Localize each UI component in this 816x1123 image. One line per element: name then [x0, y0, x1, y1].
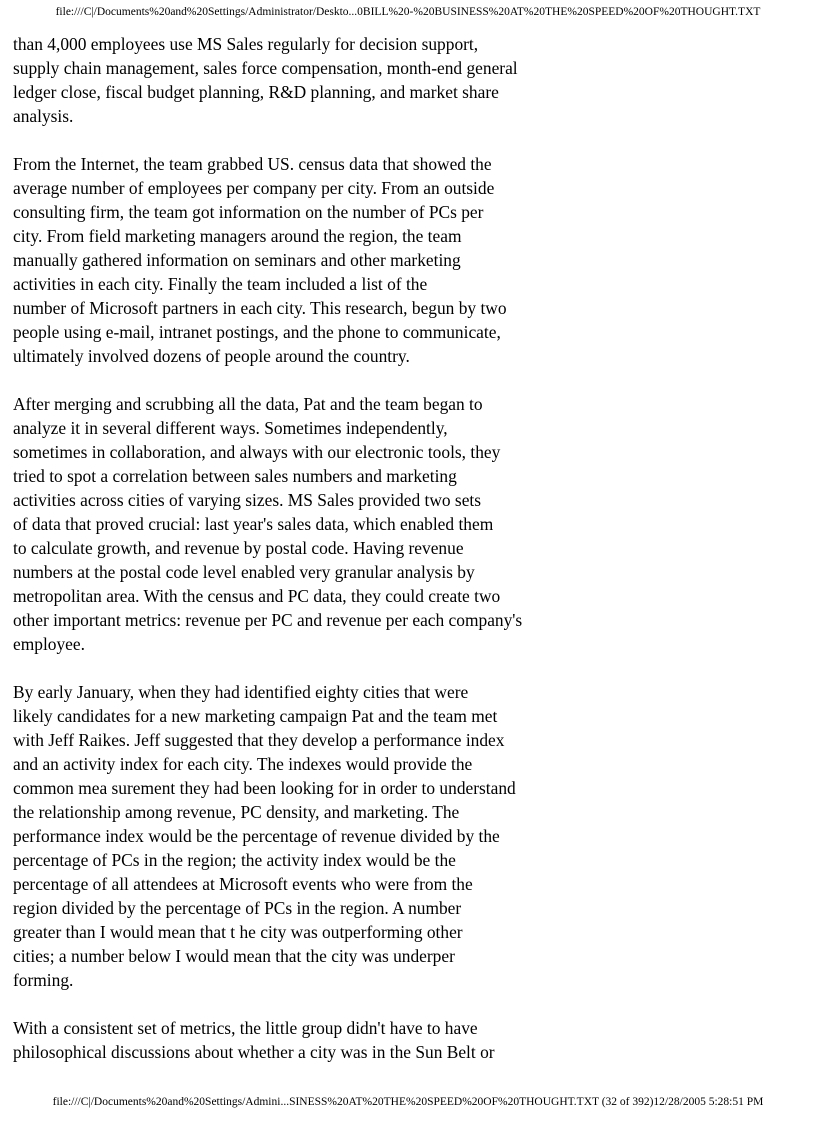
text-line: average number of employees per company per city. From an outside	[13, 178, 495, 198]
text-line: cities; a number below I would mean that the city was underper	[13, 946, 455, 966]
text-line: region divided by the percentage of PCs in the region. A number	[13, 898, 462, 918]
text-line: analyze it in several different ways. Sometimes independently,	[13, 418, 448, 438]
text-line: By early January, when they had identified eighty cities that were	[13, 682, 469, 702]
document-body	[13, 32, 573, 1088]
text-line: analysis.	[13, 106, 74, 126]
text-line: to calculate growth, and revenue by postal code. Having revenue	[13, 538, 464, 558]
text-line: performance index would be the percentage of revenue divided by the	[13, 826, 500, 846]
text-line: After merging and scrubbing all the data, Pat and the team began to	[13, 394, 483, 414]
text-line: tried to spot a correlation between sales numbers and marketing	[13, 466, 457, 486]
text-line: and an activity index for each city. The indexes would provide the	[13, 754, 473, 774]
text-line: activities in each city. Finally the team included a list of the	[13, 274, 428, 294]
paragraph-5	[13, 1016, 573, 1064]
page-footer-file-path: file:///C|/Documents%20and%20Settings/Admini...SINESS%20AT%20THE%20SPEED%20OF%20THOUGHT.TXT (32 of 392)12/28/2005 5:28:51 PM	[52, 1096, 764, 1108]
text-line: people using e-mail, intranet postings, and the phone to communicate,	[13, 322, 501, 342]
paragraph-2	[13, 152, 573, 368]
text-line: sometimes in collaboration, and always with our electronic tools, they	[13, 442, 501, 462]
text-line: with Jeff Raikes. Jeff suggested that they develop a performance index	[13, 730, 505, 750]
text-line: With a consistent set of metrics, the little group didn't have to have	[13, 1018, 478, 1038]
text-line: manually gathered information on seminars and other marketing	[13, 250, 461, 270]
text-line: ultimately involved dozens of people around the country.	[13, 346, 410, 366]
text-line: philosophical discussions about whether a city was in the Sun Belt or	[13, 1042, 495, 1062]
text-line: of data that proved crucial: last year's sales data, which enabled them	[13, 514, 494, 534]
text-line: ledger close, fiscal budget planning, R&D planning, and market share	[13, 82, 499, 102]
text-line: metropolitan area. With the census and PC data, they could create two	[13, 586, 501, 606]
text-line: percentage of PCs in the region; the activity index would be the	[13, 850, 456, 870]
text-line: supply chain management, sales force compensation, month-end general	[13, 58, 518, 78]
paragraph-1	[13, 32, 573, 128]
paragraph-3	[13, 392, 573, 656]
page-header-file-path: file:///C|/Documents%20and%20Settings/Administrator/Deskto...0BILL%20-%20BUSINESS%20AT%20THE%20SPEED%20OF%20THOUGHT.TXT	[55, 6, 761, 18]
text-line: other important metrics: revenue per PC and revenue per each company's	[13, 610, 523, 630]
text-line: the relationship among revenue, PC density, and marketing. The	[13, 802, 460, 822]
text-line: number of Microsoft partners in each city. This research, begun by two	[13, 298, 507, 318]
text-line: numbers at the postal code level enabled very granular analysis by	[13, 562, 475, 582]
text-line: city. From field marketing managers around the region, the team	[13, 226, 462, 246]
text-line: likely candidates for a new marketing campaign Pat and the team met	[13, 706, 498, 726]
text-line: consulting firm, the team got information on the number of PCs per	[13, 202, 484, 222]
text-line: forming.	[13, 970, 74, 990]
text-line: than 4,000 employees use MS Sales regularly for decision support,	[13, 34, 479, 54]
text-line: employee.	[13, 634, 85, 654]
text-line: common mea surement they had been looking for in order to understand	[13, 778, 516, 798]
paragraph-4	[13, 680, 573, 992]
text-line: percentage of all attendees at Microsoft events who were from the	[13, 874, 473, 894]
text-line: activities across cities of varying sizes. MS Sales provided two sets	[13, 490, 482, 510]
text-line: From the Internet, the team grabbed US. census data that showed the	[13, 154, 492, 174]
text-line: greater than I would mean that t he city was outperforming other	[13, 922, 463, 942]
